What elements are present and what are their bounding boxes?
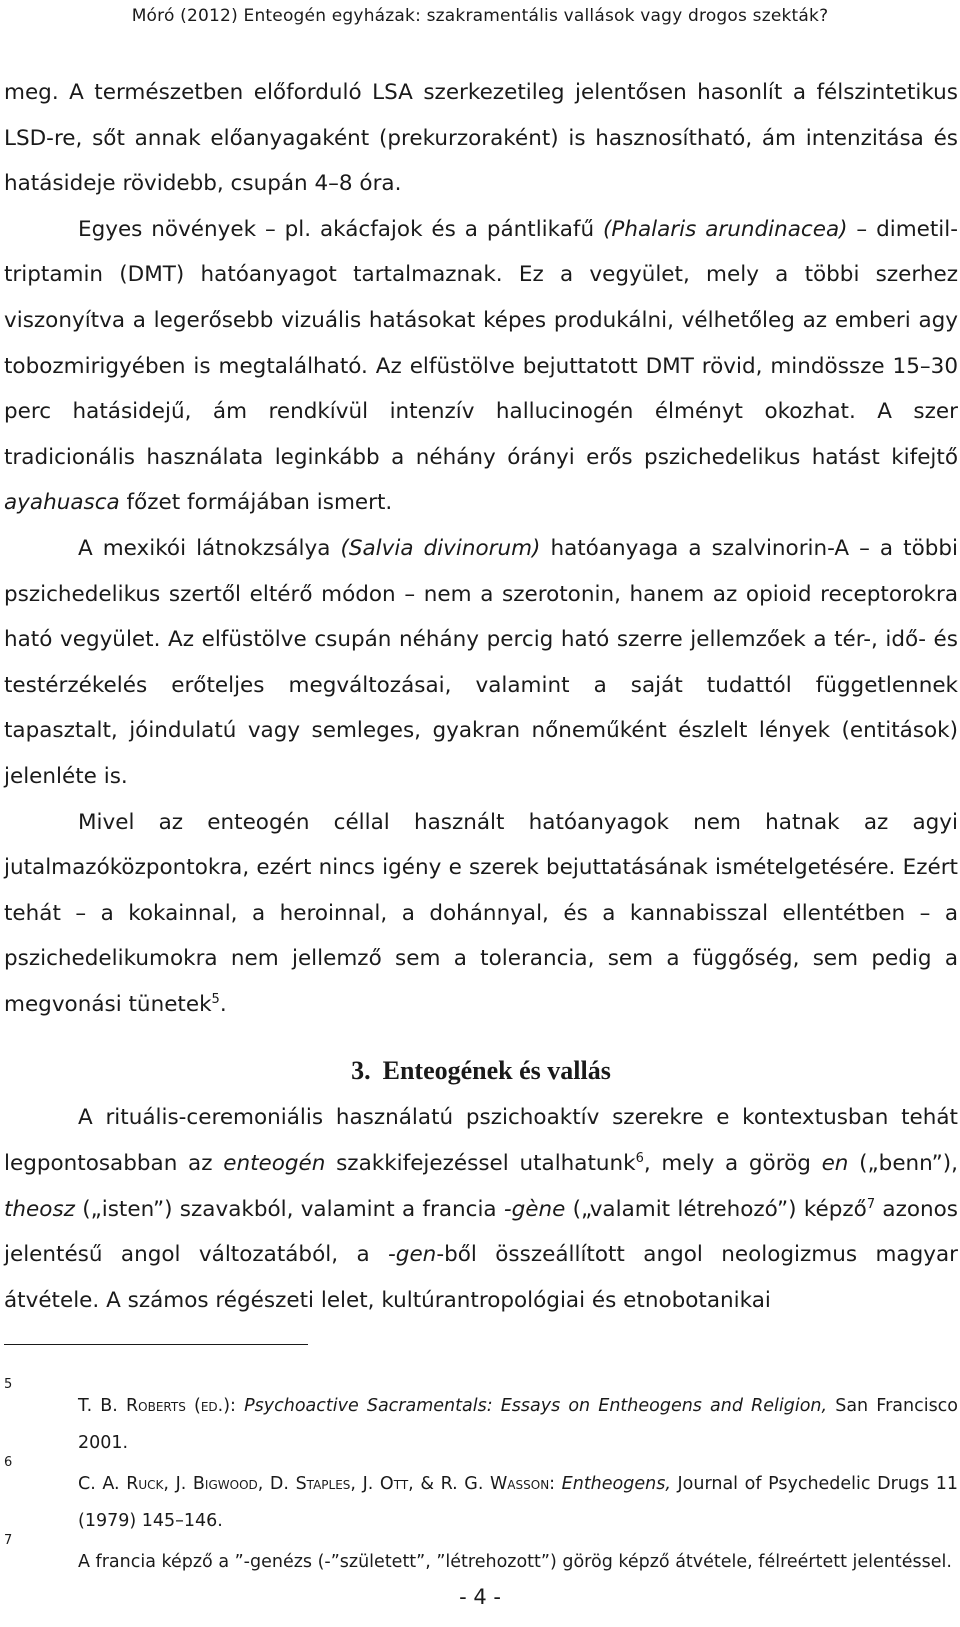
section-heading <box>4 1051 958 1091</box>
section-number: 3. <box>351 1056 371 1086</box>
footnote-number: 7 <box>4 1533 13 1548</box>
footnote-separator <box>4 1344 308 1345</box>
footnote-number: 5 <box>4 1377 13 1392</box>
term-ayahuasca: ayahuasca <box>4 490 120 516</box>
section-title: Enteogének és vallás <box>382 1056 611 1086</box>
page-number: - 4 - <box>459 1585 501 1609</box>
paragraph-5: A rituális-ceremoniális használatú pszichoaktív szerekre e kontextusban tehát legpontosabban az enteogén szakkifejezéssel utalhatunk$^6$, mely a görög en („benn”), theosz („isten”) szavakból, valamint a francia -gène („valamit létrehozó”) képző$^7$ azonos jelentésű angol változatából, a -gen-ből összeállított angol neologizmus magyar átvétele. A számos régészeti lelet, kultúrantropológiai és etnobotanikai <box>4 1105 958 1313</box>
footnote-7: 7 A francia képző a ”-genézs (-”született”, ”létrehozott”) görög képző átvétele, félreértett jelentéssel. <box>4 1544 958 1581</box>
footnote-ref-6[interactable]: 6 <box>635 1150 644 1166</box>
footnote-6: 6 C. A. Ruck, J. Bigwood, D. Staples, J. Ott, & R. G. Wasson: Entheogens, Journal of Psychedelic Drugs 11 (1979) 145–146. <box>4 1466 958 1540</box>
latin-name: (Phalaris arundinacea) <box>603 216 848 242</box>
latin-name: (Salvia divinorum) <box>340 535 541 561</box>
paragraph-2: Egyes növények – pl. akácfajok és a pántlikafű (Phalaris arundinacea) – dimetil-triptamin (DMT) hatóanyagot tartalmaznak. Ez a vegyület, mely a többi szerhez viszonyítva a legerősebb vizuális hatásokat képes produkálni, vélhetőleg az emberi agy tobozmirigyében is megtalálható. Az elfüstölve bejuttatott DMT rövid, mindössze 15–30 perc hatásidejű, ám rendkívül intenzív hallucinogén élményt okozhat. A szer tradicionális használata leginkább a néhány órányi erős pszichedelikus hatást kifejtő ayahuasca főzet formájában ismert. <box>4 216 959 516</box>
running-header: Móró (2012) Enteogén egyházak: szakramentális vallások vagy drogos szekták? <box>131 6 829 26</box>
footnote-ref-7[interactable]: 7 <box>866 1196 876 1212</box>
paragraph-4: Mivel az enteogén céllal használt hatóanyagok nem hatnak az agyi jutalmazóközpontokra, ezért nincs igény e szerek bejuttatásának ismételgetésére. Ezért tehát – a kokainnal, a heroinnal, a dohánnyal, és a kannabisszal ellentétben – a pszichedelikumokra nem jellemző sem a tolerancia, sem a függőség, sem pedig a megvonási tünetek$^5$. <box>4 809 958 1017</box>
footnote-number: 6 <box>4 1455 13 1470</box>
main-text <box>4 70 958 1323</box>
paragraph-1: meg. A természetben előforduló LSA szerkezetileg jelentősen hasonlít a félszintetikus LSD-re, sőt annak előanyagaként (prekurzoraként) is hasznosítható, ám intenzitása és hatásideje rövidebb, csupán 4–8 óra. <box>4 80 958 197</box>
paragraph-3: A mexikói látnokzsálya (Salvia divinorum) hatóanyaga a szalvinorin-A – a többi pszichedelikus szertől eltérő módon – nem a szerotonin, hanem az opioid receptorokra ható vegyület. Az elfüstölve csupán néhány percig ható szerre jellemzőek a tér-, idő- és testérzékelés erőteljes megváltozásai, valamint a saját tudattól függetlennek tapasztalt, jóindulatú vagy semleges, gyakran nőneműként észlelt lények (entitások) jelenléte is. <box>4 535 958 789</box>
footnote-ref-5[interactable]: 5 <box>211 991 220 1007</box>
footnotes <box>4 1377 959 1585</box>
footnote-5: 5 T. B. Roberts (ed.): Psychoactive Sacramentals: Essays on Entheogens and Religion, San Francisco 2001. <box>4 1388 958 1462</box>
